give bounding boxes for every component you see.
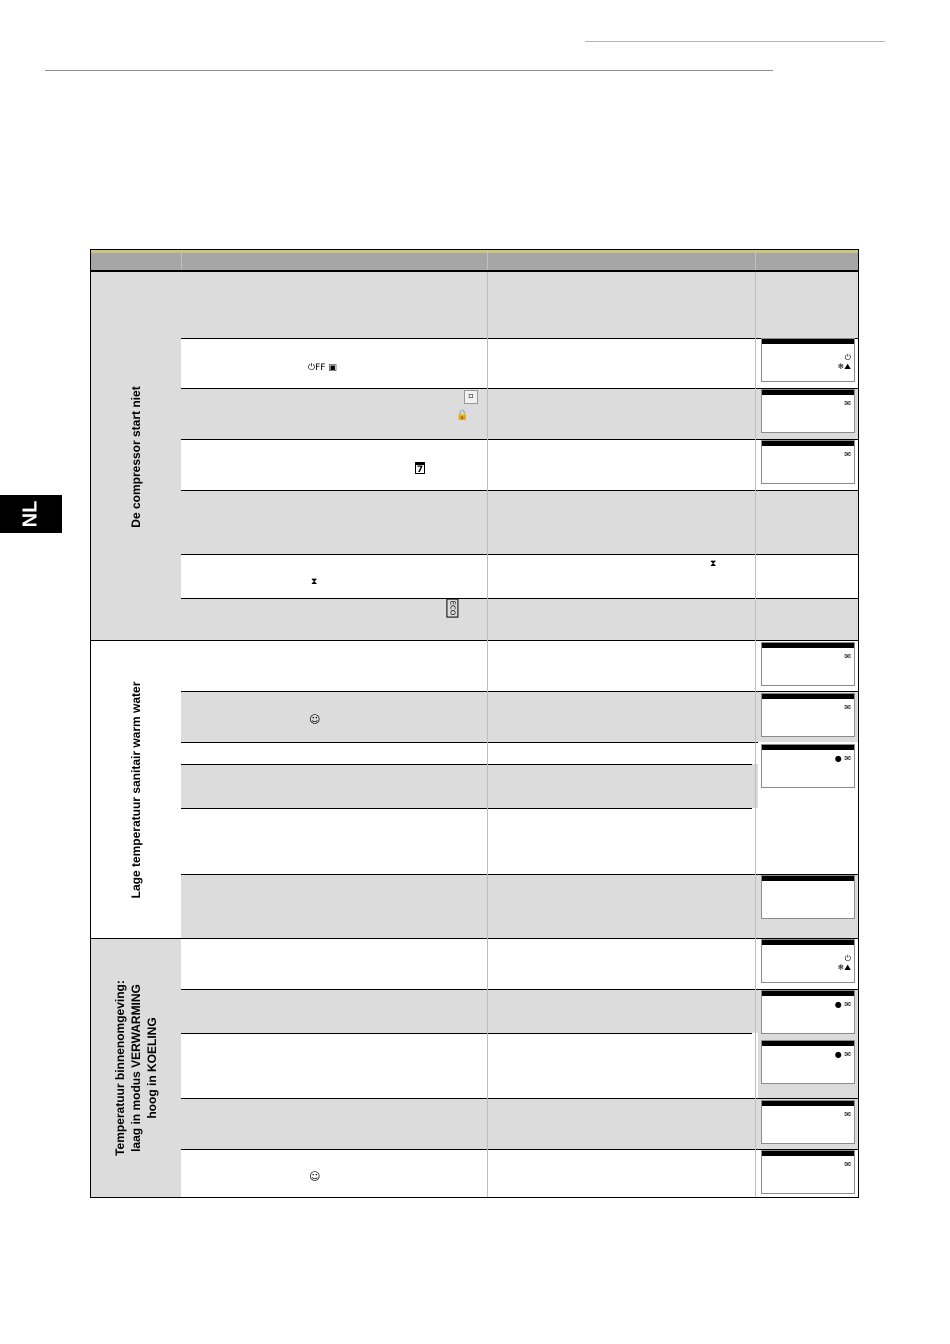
table-row (181, 388, 858, 439)
language-tab-label: NL (19, 500, 42, 528)
power-off-icon: ⏻FF ▣ (308, 363, 337, 373)
table-row (181, 764, 758, 808)
row-divider (181, 490, 858, 491)
display-topbar (762, 940, 854, 945)
category-room-temperature (91, 939, 181, 1197)
display-thumbnail (761, 990, 855, 1034)
row-divider (181, 388, 858, 389)
header-divider (181, 250, 182, 270)
display-topbar (762, 390, 854, 395)
table-row (181, 1149, 858, 1197)
header-rule-left (45, 70, 773, 71)
row-divider (181, 554, 858, 555)
envelope-icon: ✉ (844, 399, 851, 408)
header-divider (487, 250, 488, 270)
display-thumbnail (761, 389, 855, 433)
smiley-icon: ☺ (309, 713, 321, 726)
table-row (181, 691, 858, 742)
display-thumbnail (761, 939, 855, 983)
display-thumbnail (761, 693, 855, 737)
note-icon: ▫ (464, 390, 478, 404)
table-row (181, 338, 858, 388)
table-row (181, 808, 858, 874)
troubleshooting-table (90, 249, 859, 1198)
table-row (181, 939, 858, 989)
column-divider (487, 272, 488, 1197)
row-divider (181, 1033, 752, 1034)
display-topbar (762, 1151, 854, 1156)
display-topbar (762, 1041, 854, 1046)
category-dhw (91, 641, 181, 939)
hourglass-icon: ⧗ (311, 577, 318, 587)
table-row (181, 439, 858, 490)
table-row (181, 490, 858, 554)
display-topbar (762, 745, 854, 750)
envelope-icon: ✉ (844, 703, 851, 712)
alert-envelope-icon: ● ✉ (834, 754, 851, 763)
row-divider (181, 764, 752, 765)
row-divider (181, 338, 858, 339)
display-topbar (762, 1101, 854, 1106)
row-divider (181, 874, 858, 875)
envelope-icon: ✉ (844, 652, 851, 661)
display-topbar (762, 339, 854, 344)
display-topbar (762, 991, 854, 996)
hourglass-icon: ⧗ (710, 559, 717, 569)
category-label: De compressor start niet (128, 385, 143, 528)
calendar-icon: 7 (415, 462, 425, 474)
row-divider (181, 1149, 858, 1150)
table-row (181, 989, 758, 1033)
display-thumbnail (761, 1040, 855, 1084)
display-topbar (762, 876, 854, 881)
display-thumbnail (761, 1100, 855, 1144)
display-topbar (762, 643, 854, 648)
envelope-icon: ✉ (844, 1160, 851, 1169)
table-row (181, 598, 858, 640)
row-divider (181, 598, 858, 599)
lock-icon: 🔒 (456, 410, 469, 421)
category-compressor (91, 272, 181, 641)
table-row (181, 272, 858, 338)
header-divider (755, 250, 756, 270)
smiley-icon: ☺ (309, 1170, 321, 1183)
table-header (91, 250, 858, 272)
envelope-icon: ✉ (844, 1110, 851, 1119)
display-thumbnail (761, 1150, 855, 1194)
category-label: Lage temperatuur sanitair warm water (128, 681, 143, 899)
row-divider (181, 1098, 858, 1099)
display-thumbnail (761, 875, 855, 919)
column-divider (755, 272, 756, 1197)
row-divider (181, 808, 752, 809)
alert-envelope-icon: ● ✉ (834, 1050, 851, 1059)
mode-icon: ⏻ ❄⛰ (837, 954, 851, 972)
display-topbar (762, 441, 854, 446)
eco-vertical-icon: ECO (448, 600, 457, 616)
display-thumbnail (761, 744, 855, 788)
table-row (181, 874, 858, 938)
row-divider (181, 439, 858, 440)
table-row (181, 1098, 858, 1149)
display-thumbnail (761, 338, 855, 382)
alert-envelope-icon: ● ✉ (834, 1000, 851, 1009)
language-tab[interactable] (0, 495, 62, 533)
table-row (181, 554, 858, 598)
mode-icon: ⏻ ❄⛰ (837, 353, 851, 371)
envelope-icon: ✉ (844, 450, 851, 459)
row-divider (181, 989, 858, 990)
table-row (181, 742, 758, 764)
row-divider (181, 742, 758, 743)
display-thumbnail (761, 642, 855, 686)
display-topbar (762, 694, 854, 699)
table-row (181, 1033, 758, 1098)
header-edge (91, 250, 858, 253)
table-row (181, 641, 858, 691)
header-rule-right (585, 41, 885, 42)
category-label: Temperatuur binnenomgeving: laag in modus VERWARMING hoog in KOELING (113, 980, 159, 1156)
row-divider (181, 691, 858, 692)
display-thumbnail (761, 440, 855, 484)
